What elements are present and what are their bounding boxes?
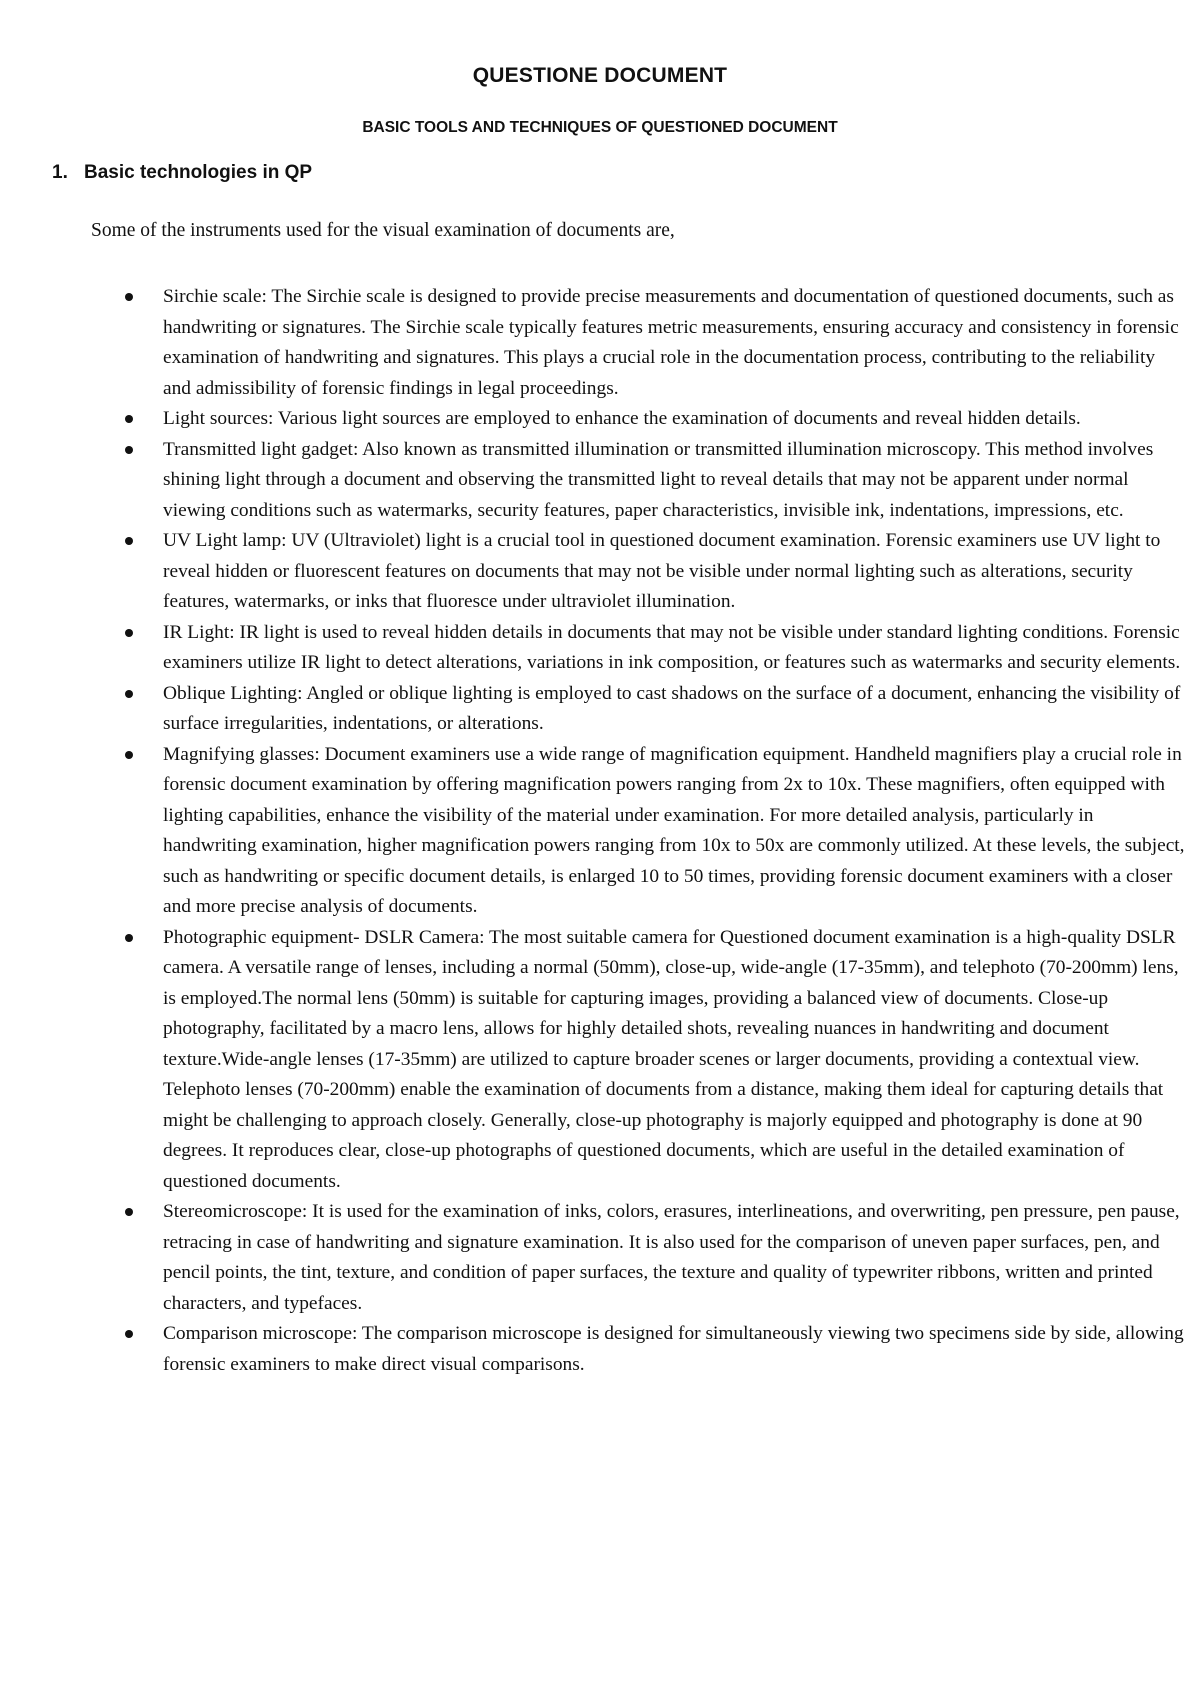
bullet-icon [125,690,133,698]
bullet-icon [125,446,133,454]
list-item-text: Photographic equipment- DSLR Camera: The most suitable camera for Questioned document examination is a high-quality DSLR camera. A versatile range of lenses, including a normal (50mm), close-up, wide-angle (17-35mm), and telephoto (70-200mm) lens, is employed.The normal lens (50mm) is suitable for capturing images, providing a balanced view of documents. Close-up photography, facilitated by a macro lens, allows for highly detailed shots, revealing nuances in handwriting and document texture.Wide-angle lenses (17-35mm) are utilized to capture broader scenes or larger documents, providing a contextual view. Telephoto lenses (70-200mm) enable the examination of documents from a distance, making them ideal for capturing details that might be challenging to approach closely. Generally, close-up photography is majorly equipped and photography is done at 90 degrees. It reproduces clear, close-up photographs of questioned documents, which are useful in the detailed examination of questioned documents. [163,926,1179,1192]
bullet-icon [125,629,133,637]
list-item-transmitted-light [0,435,1200,527]
document-title: QUESTIONE DOCUMENT [472,64,728,87]
bullet-icon [125,537,133,545]
section-heading-text: Basic technologies in QP [84,162,313,183]
bullet-icon [125,1208,133,1216]
list-item-photographic-equipment [0,923,1200,1198]
bullet-icon [125,1330,133,1338]
section-heading [52,162,312,184]
list-item-text: Transmitted light gadget: Also known as transmitted illumination or transmitted illumination microscopy. This method involves shining light through a document and observing the transmitted light to reveal details that may not be apparent under normal viewing conditions such as watermarks, security features, paper characteristics, invisible ink, indentations, impressions, etc. [163,438,1154,521]
section-number: 1. [52,162,68,183]
intro-paragraph: Some of the instruments used for the visual examination of documents are, [91,220,675,241]
list-item-text: Sirchie scale: The Sirchie scale is designed to provide precise measurements and documentation of questioned documents, such as handwriting or signatures. The Sirchie scale typically features metric measurements, ensuring accuracy and consistency in forensic examination of handwriting and signatures. This plays a crucial role in the documentation process, contributing to the reliability and admissibility of forensic findings in legal proceedings. [163,286,1179,399]
bullet-icon [125,934,133,942]
list-item-magnifying-glasses [0,740,1200,923]
list-item-text: Comparison microscope: The comparison microscope is designed for simultaneously viewing two specimens side by side, allowing forensic examiners to make direct visual comparisons. [163,1323,1184,1375]
instrument-list [0,282,1200,1380]
bullet-icon [125,293,133,301]
list-item-sirchie-scale [0,282,1200,404]
document-subtitle: BASIC TOOLS AND TECHNIQUES OF QUESTIONED DOCUMENT [362,119,838,136]
list-item-text: Magnifying glasses: Document examiners use a wide range of magnification equipment. Handheld magnifiers play a crucial role in forensic document examination by offering magnification powers ranging from 2x to 10x. These magnifiers, often equipped with lighting capabilities, enhance the visibility of the material under examination. For more detailed analysis, particularly in handwriting examination, higher magnification powers ranging from 10x to 50x are commonly utilized. At these levels, the subject, such as handwriting or specific document details, is enlarged 10 to 50 times, providing forensic document examiners with a closer and more precise analysis of documents. [163,743,1185,917]
list-item-light-sources [0,404,1200,435]
list-item-oblique-lighting [0,679,1200,740]
list-item-text: Light sources: Various light sources are employed to enhance the examination of documents and reveal hidden details. [163,408,1081,429]
list-item-stereomicroscope [0,1197,1200,1319]
list-item-text: IR Light: IR light is used to reveal hidden details in documents that may not be visible under standard lighting conditions. Forensic examiners utilize IR light to detect alterations, variations in ink composition, or features such as watermarks and security elements. [163,621,1181,673]
list-item-uv-light [0,526,1200,618]
list-item-text: Oblique Lighting: Angled or oblique lighting is employed to cast shadows on the surface of a document, enhancing the visibility of surface irregularities, indentations, or alterations. [163,682,1181,734]
list-item-comparison-microscope [0,1319,1200,1380]
bullet-icon [125,415,133,423]
list-item-ir-light [0,618,1200,679]
list-item-text: Stereomicroscope: It is used for the examination of inks, colors, erasures, interlineations, and overwriting, pen pressure, pen pause, retracing in case of handwriting and signature examination. It is also used for the comparison of uneven paper surfaces, pen, and pencil points, the tint, texture, and condition of paper surfaces, the texture and quality of typewriter ribbons, written and printed characters, and typefaces. [163,1201,1180,1314]
list-item-text: UV Light lamp: UV (Ultraviolet) light is a crucial tool in questioned document examination. Forensic examiners use UV light to reveal hidden or fluorescent features on documents that may not be visible under normal lighting such as alterations, security features, watermarks, or inks that fluoresce under ultraviolet illumination. [163,530,1161,612]
bullet-icon [125,751,133,759]
